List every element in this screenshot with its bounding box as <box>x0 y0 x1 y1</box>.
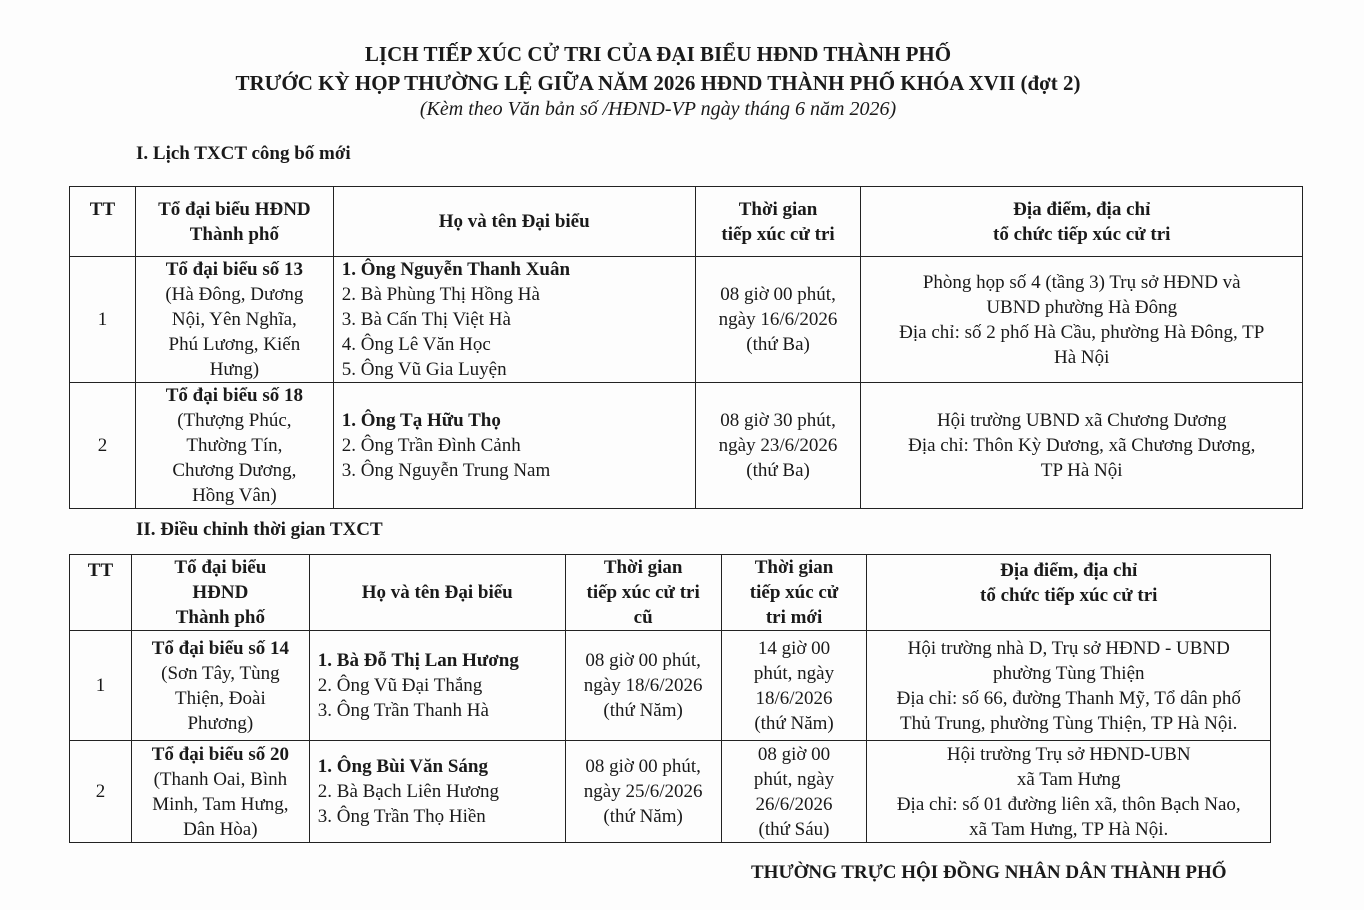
meeting-place: Phòng họp số 4 (tầng 3) Trụ sở HĐND và UBND phường Hà Đông Địa chỉ: số 2 phố Hà Cầu, phường Hà Đông, TP Hà Nội <box>861 257 1303 383</box>
col-header-tt: TT <box>70 555 132 631</box>
delegate-group: Tổ đại biểu số 13 (Hà Đông, Dương Nội, Yên Nghĩa, Phú Lương, Kiến Hưng) <box>135 257 333 383</box>
table-header-row <box>70 555 1271 631</box>
old-meeting-time: 08 giờ 00 phút, ngày 25/6/2026 (thứ Năm) <box>565 741 721 843</box>
col-header-group: Tổ đại biểu HĐND Thành phố <box>135 187 333 257</box>
section-2-title: II. Điều chỉnh thời gian TXCT <box>136 519 383 540</box>
new-meeting-time: 14 giờ 00 phút, ngày 18/6/2026 (thứ Năm) <box>721 631 867 741</box>
delegate-group: Tổ đại biểu số 18 (Thượng Phúc, Thường Tín, Chương Dương, Hồng Vân) <box>135 383 333 509</box>
row-number: 1 <box>70 631 132 741</box>
col-header-place: Địa điểm, địa chỉ tổ chức tiếp xúc cử tri <box>861 187 1303 257</box>
table-header-row <box>70 187 1303 257</box>
col-header-group: Tổ đại biểu HĐND Thành phố <box>131 555 309 631</box>
col-header-old-time: Thời gian tiếp xúc cử tri cũ <box>565 555 721 631</box>
col-header-time: Thời gian tiếp xúc cử tri <box>695 187 861 257</box>
delegate-names: 1. Bà Đỗ Thị Lan Hương 2. Ông Vũ Đại Thắng 3. Ông Trần Thanh Hà <box>309 631 565 741</box>
table-row <box>70 741 1271 843</box>
col-header-names: Họ và tên Đại biểu <box>333 187 695 257</box>
meeting-place: Hội trường UBND xã Chương Dương Địa chỉ: Thôn Kỳ Dương, xã Chương Dương, TP Hà Nội <box>861 383 1303 509</box>
row-number: 1 <box>70 257 136 383</box>
doc-subtitle: (Kèm theo Văn bản số /HĐND-VP ngày tháng 6 năm 2026) <box>419 98 897 120</box>
table-row <box>70 383 1303 509</box>
delegate-names: 1. Ông Bùi Văn Sáng 2. Bà Bạch Liên Hương 3. Ông Trần Thọ Hiền <box>309 741 565 843</box>
old-meeting-time: 08 giờ 00 phút, ngày 18/6/2026 (thứ Năm) <box>565 631 721 741</box>
delegate-names: 1. Ông Tạ Hữu Thọ 2. Ông Trần Đình Cảnh 3. Ông Nguyễn Trung Nam <box>333 383 695 509</box>
schedule-table-new <box>69 186 1303 509</box>
meeting-place: Hội trường nhà D, Trụ sở HĐND - UBND phường Tùng Thiện Địa chỉ: số 66, đường Thanh Mỹ, Tổ dân phố Thủ Trung, phường Tùng Thiện, TP Hà Nội. <box>867 631 1271 741</box>
doc-title-line1: LỊCH TIẾP XÚC CỬ TRI CỦA ĐẠI BIỂU HĐND THÀNH PHỐ <box>364 42 952 66</box>
row-number: 2 <box>70 383 136 509</box>
schedule-table-adjusted <box>69 554 1271 843</box>
table-row <box>70 631 1271 741</box>
signature-authority: THƯỜNG TRỰC HỘI ĐỒNG NHÂN DÂN THÀNH PHỐ <box>751 862 1227 883</box>
col-header-names: Họ và tên Đại biểu <box>309 555 565 631</box>
row-number: 2 <box>70 741 132 843</box>
doc-title-line2: TRƯỚC KỲ HỌP THƯỜNG LỆ GIỮA NĂM 2026 HĐND THÀNH PHỐ KHÓA XVII (đợt 2) <box>235 71 1081 95</box>
meeting-time: 08 giờ 00 phút, ngày 16/6/2026 (thứ Ba) <box>695 257 861 383</box>
section-1-title: I. Lịch TXCT công bố mới <box>136 143 351 164</box>
meeting-place: Hội trường Trụ sở HĐND-UBN xã Tam Hưng Địa chỉ: số 01 đường liên xã, thôn Bạch Nao, xã Tam Hưng, TP Hà Nội. <box>867 741 1271 843</box>
delegate-group: Tổ đại biểu số 20 (Thanh Oai, Bình Minh, Tam Hưng, Dân Hòa) <box>131 741 309 843</box>
meeting-time: 08 giờ 30 phút, ngày 23/6/2026 (thứ Ba) <box>695 383 861 509</box>
delegate-names: 1. Ông Nguyễn Thanh Xuân 2. Bà Phùng Thị Hồng Hà 3. Bà Cấn Thị Việt Hà 4. Ông Lê Văn Học 5. Ông Vũ Gia Luyện <box>333 257 695 383</box>
delegate-group: Tổ đại biểu số 14 (Sơn Tây, Tùng Thiện, Đoài Phương) <box>131 631 309 741</box>
col-header-tt: TT <box>70 187 136 257</box>
col-header-place: Địa điểm, địa chỉ tổ chức tiếp xúc cử tri <box>867 555 1271 631</box>
table-row <box>70 257 1303 383</box>
new-meeting-time: 08 giờ 00 phút, ngày 26/6/2026 (thứ Sáu) <box>721 741 867 843</box>
col-header-new-time: Thời gian tiếp xúc cử tri mới <box>721 555 867 631</box>
